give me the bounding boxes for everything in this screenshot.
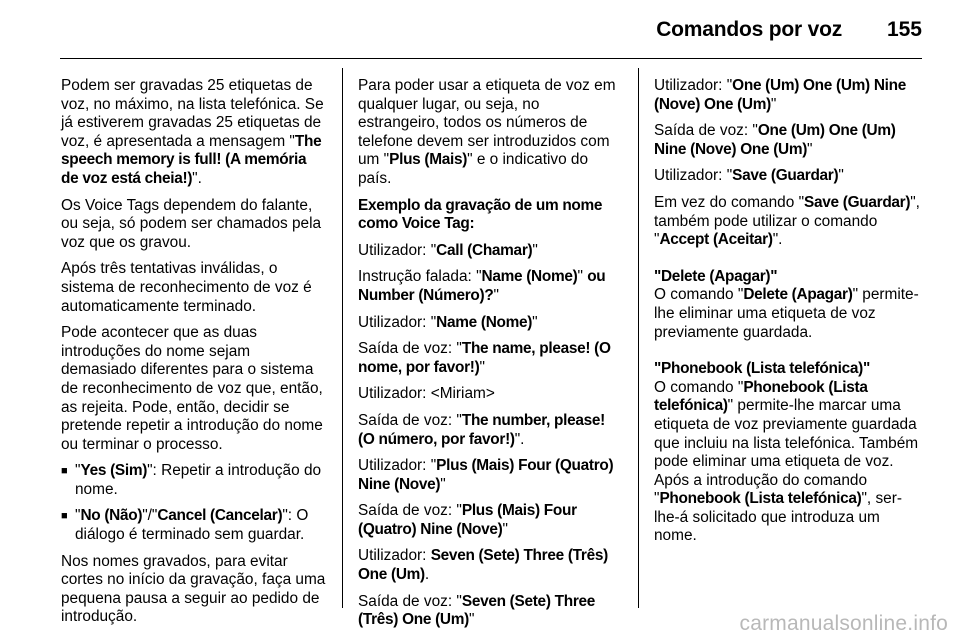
- dialog-line: Utilizador: <Miriam>: [358, 385, 495, 403]
- dialog-line: Saída de voz: "Plus (Mais) Four (Quatro) Nine (Nove)": [358, 502, 577, 538]
- dialog-line: Saída de voz: "Seven (Sete) Three (Três) One (Um)": [358, 592, 596, 629]
- dialog-line: Utilizador: "Call (Chamar)": [358, 241, 538, 259]
- column-3: [654, 77, 924, 564]
- paragraph-invalid-attempts: Após três tentativas inválidas, o sistema de reconhecimento de voz é automaticamente terminado.: [61, 260, 312, 315]
- dialog-line: Utilizador: "Save (Guardar)": [654, 167, 844, 185]
- list-item: ■ "Yes (Sim)": Repetir a introdução do nome.: [61, 462, 322, 498]
- dialog-line: Saída de voz: "The name, please! (O nome, por favor!)": [358, 340, 611, 376]
- paragraph-name-mismatch: Pode acontecer que as duas introduções do nome sejam demasiado diferentes para o sistema de reconhecimento de voz que, então, as rejeita. Pode, então, decidir se pretende repetir a introdução do nome ou terminar o processo.: [61, 324, 323, 453]
- paragraph-delete: O comando "Delete (Apagar)" permite-lhe eliminar uma etiqueta de voz previamente guardada.: [654, 286, 919, 341]
- example-heading: Exemplo da gravação de um nome como Voice Tag:: [358, 196, 603, 233]
- watermark: carmanualsonline.info: [739, 612, 948, 635]
- bullet-square-icon: ■: [61, 510, 68, 523]
- paragraph-memory-limit: Podem ser gravadas 25 etiquetas de voz, no máximo, na lista telefónica. Se já estiverem gravadas 25 etiquetas de voz, é apresentada a mensagem "The speech memory is full! (A memória de voz está cheia!)".: [61, 77, 324, 187]
- paragraph-speaker-dependent: Os Voice Tags dependem do falante, ou seja, só podem ser chamados pela voz que os gravou.: [61, 196, 322, 251]
- column-divider-1: [342, 68, 343, 608]
- paragraph-accept-alternative: Em vez do comando "Save (Guardar)", também pode utilizar o comando "Accept (Aceitar)".: [654, 193, 920, 249]
- column-1: [61, 77, 327, 635]
- column-divider-2: [638, 68, 639, 608]
- dialog-line: Utilizador: "Name (Nome)": [358, 313, 538, 331]
- paragraph-international: Para poder usar a etiqueta de voz em qualquer lugar, ou seja, no estrangeiro, todos os números de telefone devem ser introduzidos com um "Plus (Mais)" e o indicativo do país.: [358, 77, 616, 187]
- section-delete: [654, 268, 924, 342]
- dialog-line: Saída de voz: "One (Um) One (Um) Nine (Nove) One (Um)": [654, 122, 896, 158]
- bullet-square-icon: ■: [61, 465, 68, 478]
- section-heading-phonebook: "Phonebook (Lista telefónica)": [654, 360, 870, 378]
- page-number: 155: [886, 18, 922, 41]
- column-2: [358, 77, 624, 638]
- dialog-line: Utilizador: "One (Um) One (Um) Nine (Nove) One (Um)": [654, 77, 906, 113]
- dialog-line: Saída de voz: "The number, please! (O número, por favor!)".: [358, 411, 605, 448]
- list-item: ■ "No (Não)"/"Cancel (Cancelar)": O diálogo é terminado sem guardar.: [61, 507, 309, 544]
- section-phonebook: [654, 360, 924, 546]
- header-divider: [60, 58, 922, 59]
- page-title: Comandos por voz: [656, 18, 842, 41]
- dialog-line: Instrução falada: "Name (Nome)" ou Number (Número)?": [358, 268, 606, 304]
- dialog-line: Utilizador: Seven (Sete) Three (Três) One (Um).: [358, 547, 608, 584]
- section-heading-delete: "Delete (Apagar)": [654, 267, 778, 285]
- paragraph-pause-tip: Nos nomes gravados, para evitar cortes no início da gravação, faça uma pequena pausa a seguir ao pedido de introdução.: [61, 552, 326, 626]
- paragraph-phonebook: O comando "Phonebook (Lista telefónica)" permite-lhe marcar uma etiqueta de voz previamente guardada que incluiu na lista telefónica. Também pode eliminar uma etiqueta de voz. Após a introdução do comando "Phonebook (Lista telefónica)", ser-lhe-á solicitado que introduza um nome.: [654, 378, 919, 545]
- dialog-line: Utilizador: "Plus (Mais) Four (Quatro) Nine (Nove)": [358, 457, 614, 493]
- page-header: [0, 0, 960, 60]
